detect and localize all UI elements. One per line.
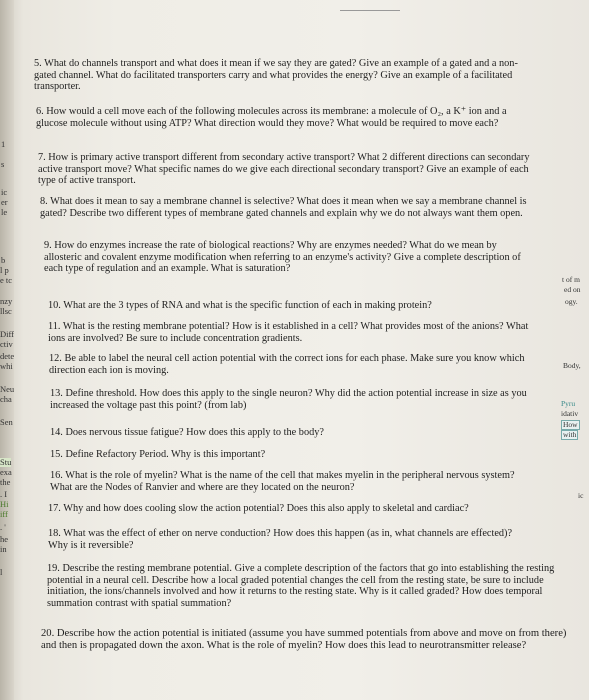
- question-15: 15. Define Refactory Period. Why is this important?: [50, 449, 266, 460]
- left-fragment: 1: [1, 139, 6, 149]
- left-fragment: le: [1, 207, 8, 217]
- left-fragment: the: [0, 477, 11, 487]
- question-11: 11. What is the resting membrane potential? How is it established in a cell? What provides most of the anions? What ions are involved? Be sure to include concentration gradients.: [48, 321, 529, 344]
- question-9: 9. How do enzymes increase the rate of biological reactions? Why are enzymes needed? What do we mean by allosteric and covalent enzyme modification when referring to an enzyme's activity? Give a complete description of each type of regulation and an example. What is saturation?: [44, 240, 521, 274]
- left-fragment: er: [1, 197, 8, 207]
- right-fragment: t of m: [562, 275, 580, 284]
- right-fragment: How: [563, 420, 578, 429]
- left-fragment: llsc: [0, 306, 12, 316]
- question-17: 17. Why and how does cooling slow the action potential? Does this also apply to skeletal and cardiac?: [48, 503, 469, 514]
- page-top-mark: [340, 10, 400, 15]
- question-8: 8. What does it mean to say a membrane channel is selective? What does it mean when we say a membrane channel is gated? Describe two different types of membrane gated channels and explain why we do not always want them open.: [40, 196, 527, 219]
- adjacent-page-left-edge: [0, 0, 14, 700]
- left-fragment: s: [1, 159, 5, 169]
- question-6: 6. How would a cell move each of the following molecules across its membrane: a molecule of O₂, a K⁺ ion and a glucose molecule without using ATP? What direction would they move? What would be required to move each?: [36, 106, 507, 129]
- question-14: 14. Does nervous tissue fatigue? How does this apply to the body?: [50, 427, 324, 438]
- left-fragment: . I: [0, 489, 8, 499]
- question-12: 12. Be able to label the neural cell action potential with the correct ions for each phase. Make sure you know which direction each ion is moving.: [49, 353, 525, 376]
- left-fragment: ctiv: [0, 339, 13, 349]
- question-16: 16. What is the role of myelin? What is the name of the cell that makes myelin in the peripheral nervous system? What are the Nodes of Ranvier and where are they located on the neuron?: [50, 470, 515, 493]
- question-18: 18. What was the effect of ether on nerve conduction? How does this happen (as in, what channels are effected)? Why is it reversible?: [48, 528, 513, 551]
- left-fragment: ic: [1, 187, 8, 197]
- left-fragment: in: [0, 544, 7, 554]
- left-fragment: e tc: [0, 275, 13, 285]
- right-fragment: idativ: [561, 409, 579, 418]
- question-20: 20. Describe how the action potential is initiated (assume you have summed potentials from above and move on from there) and then is propagated down the axon. What is the role of myelin? How does this lead to neurotransmitter release?: [41, 628, 567, 651]
- left-fragment: Stu: [0, 457, 12, 467]
- left-fragment: cha: [0, 394, 12, 404]
- right-fragment: ed on: [564, 285, 581, 294]
- left-fragment: Sen: [0, 417, 13, 427]
- left-fragment: . ': [0, 522, 6, 532]
- right-fragment: Body,: [563, 361, 581, 370]
- left-fragment: l p: [0, 265, 9, 275]
- question-5: 5. What do channels transport and what does it mean if we say they are gated? Give an example of a gated and a non-gated channel. What do facilitated transporters carry and what provides the energy? Give an example of a facilitated transporter.: [34, 58, 518, 92]
- left-fragment: Hi: [0, 499, 9, 509]
- left-fragment: b: [1, 255, 6, 265]
- left-fragment: l: [0, 567, 3, 577]
- right-fragment: ic: [578, 491, 584, 500]
- question-13: 13. Define threshold. How does this apply to the single neuron? Why did the action potential increase in size as you increased the voltage past this point? (from lab): [50, 388, 527, 411]
- left-fragment: Diff: [0, 329, 14, 339]
- right-fragment: Pyru: [561, 399, 576, 408]
- right-fragment: with: [563, 430, 577, 439]
- left-fragment: he: [0, 534, 9, 544]
- left-fragment: nzy: [0, 296, 13, 306]
- left-fragment: whi: [0, 361, 13, 371]
- question-19: 19. Describe the resting membrane potential. Give a complete description of the factors that go into establishing the resting potential in a neural cell. Describe how a local graded potential changes the cell from the resting state, be sure to include initiation, the ions/channels involved and how it returns to the resting state. Why is it called graded? How does temporal summation contrast with spatial summation?: [47, 563, 555, 609]
- question-10: 10. What are the 3 types of RNA and what is the specific function of each in making protein?: [48, 300, 432, 311]
- left-fragment: Neu: [0, 384, 14, 394]
- left-fragment: iff: [0, 509, 8, 519]
- left-fragment: exa: [0, 467, 12, 477]
- question-7: 7. How is primary active transport different from secondary active transport? What 2 different directions can secondary active transport move? What specific names do we give each directional secondary transport? Give an example of each type of active transport.: [38, 152, 530, 186]
- right-fragment: ogy.: [565, 297, 578, 306]
- left-fragment: dete: [0, 351, 14, 361]
